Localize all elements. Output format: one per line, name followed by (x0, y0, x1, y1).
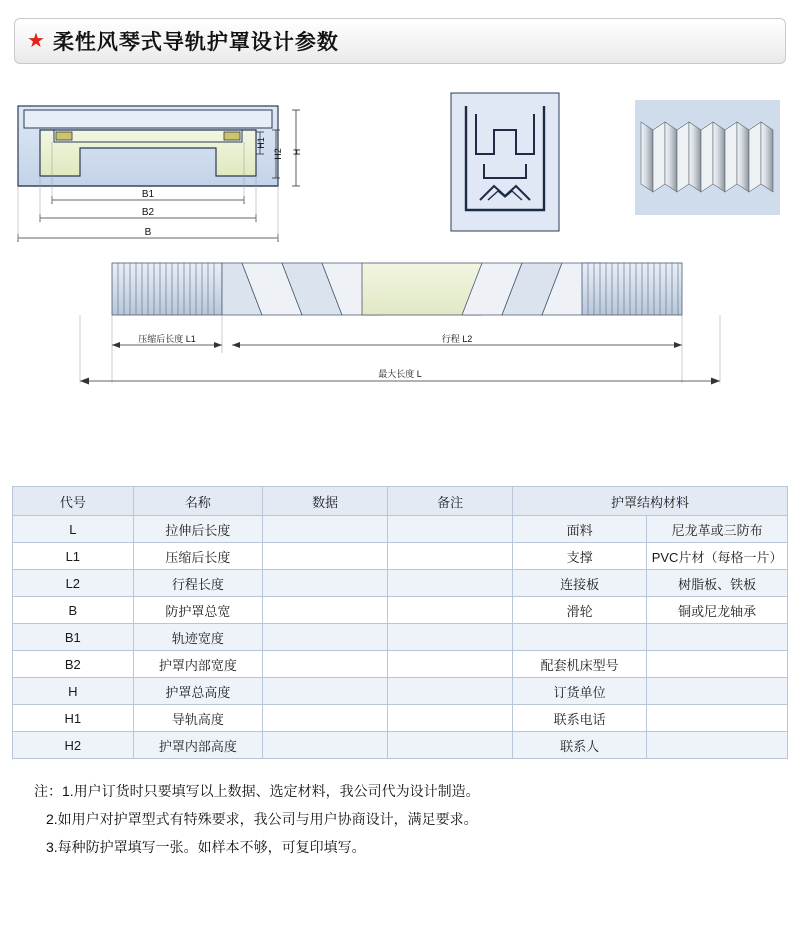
cell-material-name: 支撑 (513, 543, 647, 570)
dim-L2-label: 行程 L2 (441, 334, 473, 344)
star-icon: ★ (27, 30, 45, 52)
cell-note[interactable] (388, 651, 513, 678)
diagram-area (0, 78, 800, 478)
cell-code: B (13, 597, 134, 624)
dim-H-label: H (292, 148, 302, 156)
page-title: 柔性风琴式导轨护罩设计参数 (52, 31, 339, 54)
cell-data[interactable] (263, 651, 388, 678)
table-row (13, 516, 788, 543)
cell-code: B2 (13, 651, 134, 678)
note-line-1: 注：1.用户订货时只要填写以上数据、选定材料，我公司代为设计制造。 (34, 783, 480, 799)
table-row (13, 651, 788, 678)
table-row (13, 732, 788, 759)
table-row (13, 597, 788, 624)
cell-name: 护罩内部宽度 (133, 651, 263, 678)
cell-material-value[interactable] (647, 678, 788, 705)
note-line-2: 2.如用户对护罩型式有特殊要求，我公司与用户协商设计，满足要求。 (46, 811, 478, 827)
cell-data[interactable] (263, 570, 388, 597)
cell-data[interactable] (263, 678, 388, 705)
cell-note[interactable] (388, 597, 513, 624)
cell-note[interactable] (388, 705, 513, 732)
cell-material-name: 联系人 (513, 732, 647, 759)
cell-name: 压缩后长度 (133, 543, 263, 570)
dim-L1-label: 压缩后长度 L1 (138, 334, 196, 344)
cell-data[interactable] (263, 516, 388, 543)
cell-note[interactable] (388, 543, 513, 570)
header-material: 护罩结构材料 (513, 487, 788, 516)
cell-code: B1 (13, 624, 134, 651)
table-row (13, 678, 788, 705)
cell-material-value: 铜或尼龙轴承 (647, 597, 788, 624)
table-header-row (13, 487, 788, 516)
cell-material-value: 树脂板、铁板 (647, 570, 788, 597)
cell-material-name: 面料 (513, 516, 647, 543)
note-line-3: 3.每种防护罩填写一张。如样本不够，可复印填写。 (46, 839, 366, 855)
cell-code: H (13, 678, 134, 705)
cell-name: 行程长度 (133, 570, 263, 597)
dim-B2-label: B2 (141, 207, 155, 218)
cell-code: L2 (13, 570, 134, 597)
cell-name: 轨迹宽度 (133, 624, 263, 651)
cell-code: H1 (13, 705, 134, 732)
cell-name: 护罩总高度 (133, 678, 263, 705)
cell-data[interactable] (263, 597, 388, 624)
cell-material-value: 尼龙革或三防布 (647, 516, 788, 543)
cell-material-value[interactable] (647, 651, 788, 678)
cell-data[interactable] (263, 732, 388, 759)
dim-L-label: 最大长度 L (378, 369, 422, 379)
header-code: 代号 (13, 487, 134, 516)
cell-name: 拉伸后长度 (133, 516, 263, 543)
bellows-texture-diagram (635, 100, 780, 215)
dim-H1-label: H1 (256, 137, 266, 149)
cell-material-name: 订货单位 (513, 678, 647, 705)
cell-material-name: 联系电话 (513, 705, 647, 732)
dim-B1-label: B1 (141, 189, 155, 200)
cell-name: 护罩内部高度 (133, 732, 263, 759)
cell-material-value[interactable] (647, 705, 788, 732)
cell-name: 导轨高度 (133, 705, 263, 732)
cell-material-value[interactable] (647, 624, 788, 651)
cell-note[interactable] (388, 678, 513, 705)
dim-B-label: B (144, 227, 152, 238)
header-note: 备注 (388, 487, 513, 516)
cell-material-value[interactable] (647, 732, 788, 759)
cell-material-name: 滑轮 (513, 597, 647, 624)
page-title-bar (14, 18, 786, 64)
cell-material-value: PVC片材（每格一片） (647, 543, 788, 570)
header-data: 数据 (263, 487, 388, 516)
cell-code: L (13, 516, 134, 543)
spec-table-wrap (12, 486, 788, 759)
cell-note[interactable] (388, 570, 513, 597)
cell-data[interactable] (263, 624, 388, 651)
cell-material-name: 配套机床型号 (513, 651, 647, 678)
notes-block (34, 777, 800, 861)
cell-code: H2 (13, 732, 134, 759)
table-row (13, 570, 788, 597)
cell-name: 防护罩总宽 (133, 597, 263, 624)
table-row (13, 705, 788, 732)
dim-H2-label: H2 (273, 148, 283, 160)
profile-detail-diagram (450, 92, 560, 232)
cell-code: L1 (13, 543, 134, 570)
cell-note[interactable] (388, 732, 513, 759)
cell-data[interactable] (263, 705, 388, 732)
cell-note[interactable] (388, 516, 513, 543)
header-name: 名称 (133, 487, 263, 516)
spec-table (12, 486, 788, 759)
cross-section-diagram (10, 96, 370, 276)
length-stroke-diagram (60, 253, 760, 423)
cell-data[interactable] (263, 543, 388, 570)
cell-material-name[interactable] (513, 624, 647, 651)
table-row (13, 543, 788, 570)
table-row (13, 624, 788, 651)
cell-material-name: 连接板 (513, 570, 647, 597)
cell-note[interactable] (388, 624, 513, 651)
